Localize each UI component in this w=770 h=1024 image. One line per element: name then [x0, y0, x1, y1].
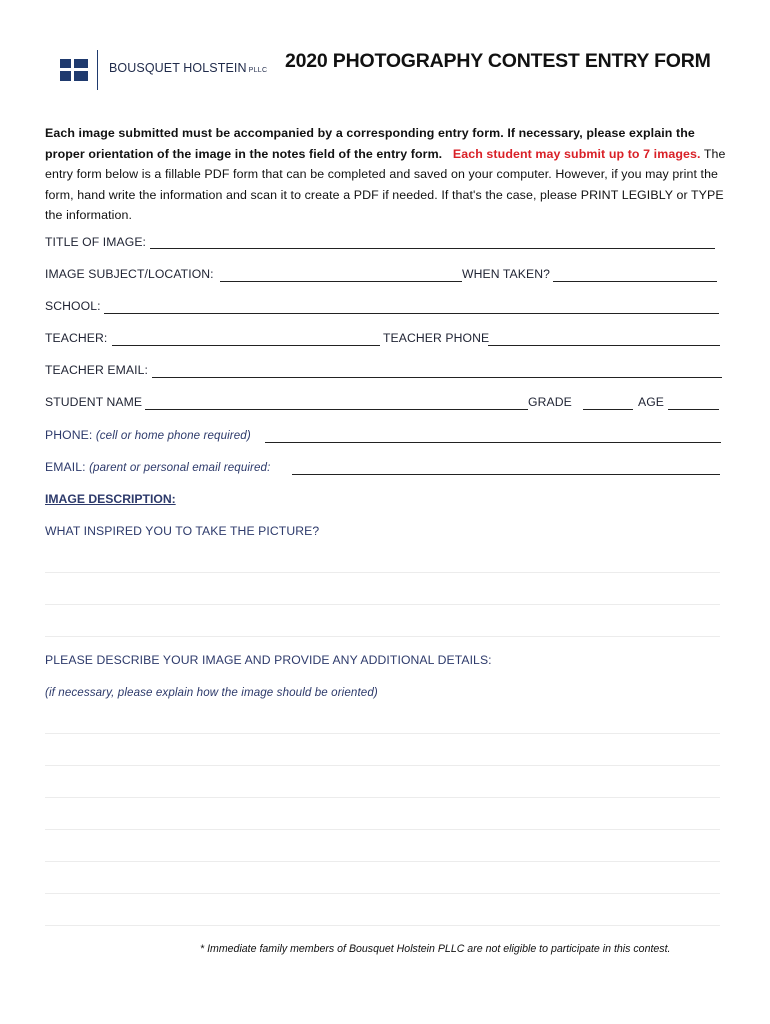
email-field[interactable]	[292, 474, 720, 475]
inspired-answer-line[interactable]	[45, 572, 720, 573]
student-name-label: STUDENT NAME	[45, 395, 143, 409]
inspired-answer-line[interactable]	[45, 636, 720, 637]
describe-answer-line[interactable]	[45, 861, 720, 862]
image-subject-field[interactable]	[220, 281, 462, 282]
form-title: 2020 PHOTOGRAPHY CONTEST ENTRY FORM	[285, 50, 711, 72]
phone-label: PHONE: (cell or home phone required)	[45, 428, 251, 442]
grade-label: GRADE	[528, 395, 572, 409]
teacher-phone-label: TEACHER PHONE	[383, 331, 490, 345]
when-taken-label: WHEN TAKEN?	[462, 267, 551, 281]
intro-regular-text: The entry form below is a fillable PDF form that can be completed and saved on your computer. However, if you may print the form, hand write the information and scan it to create a PDF if needed. If that's the case, please PRINT LEGIBLY or TYPE the information.	[45, 146, 726, 222]
age-field[interactable]	[668, 409, 719, 410]
logo-divider	[97, 50, 98, 90]
describe-answer-line[interactable]	[45, 829, 720, 830]
image-subject-label: IMAGE SUBJECT/LOCATION:	[45, 267, 214, 281]
eligibility-footnote: * Immediate family members of Bousquet Holstein PLLC are not eligible to participate in this contest.	[200, 943, 671, 955]
inspired-answer-line[interactable]	[45, 604, 720, 605]
describe-prompt: PLEASE DESCRIBE YOUR IMAGE AND PROVIDE ANY ADDITIONAL DETAILS:	[45, 653, 492, 667]
intro-limit-text: Each student may submit up to 7 images.	[452, 146, 701, 161]
intro-paragraph	[45, 123, 735, 226]
when-taken-field[interactable]	[553, 281, 717, 282]
image-description-heading: IMAGE DESCRIPTION:	[45, 492, 176, 506]
email-label: EMAIL: (parent or personal email required:	[45, 460, 271, 474]
school-field[interactable]	[104, 313, 719, 314]
teacher-label: TEACHER:	[45, 331, 108, 345]
grade-field[interactable]	[583, 409, 633, 410]
teacher-email-field[interactable]	[152, 377, 722, 378]
age-label: AGE	[638, 395, 665, 409]
title-of-image-label: TITLE OF IMAGE:	[45, 235, 147, 249]
student-name-field[interactable]	[145, 409, 528, 410]
teacher-phone-field[interactable]	[488, 345, 720, 346]
describe-answer-line[interactable]	[45, 765, 720, 766]
describe-answer-line[interactable]	[45, 797, 720, 798]
describe-answer-line[interactable]	[45, 893, 720, 894]
describe-answer-line[interactable]	[45, 733, 720, 734]
describe-answer-line[interactable]	[45, 925, 720, 926]
company-logo-mark	[60, 59, 88, 81]
email-note: (parent or personal email required:	[89, 461, 271, 474]
inspired-question: WHAT INSPIRED YOU TO TAKE THE PICTURE?	[45, 524, 320, 538]
phone-note: (cell or home phone required)	[95, 429, 251, 442]
intro-bold-text: Each image submitted must be accompanied by a corresponding entry form. If necessary, please explain the proper orientation of the image in the notes field of the entry form.	[45, 126, 695, 161]
orientation-note: (if necessary, please explain how the image should be oriented)	[45, 686, 378, 699]
company-logo-text: BOUSQUET HOLSTEIN PLLC	[109, 61, 268, 75]
title-of-image-field[interactable]	[150, 248, 715, 249]
teacher-field[interactable]	[112, 345, 380, 346]
teacher-email-label: TEACHER EMAIL:	[45, 363, 148, 377]
school-label: SCHOOL:	[45, 299, 101, 313]
phone-field[interactable]	[265, 442, 721, 443]
